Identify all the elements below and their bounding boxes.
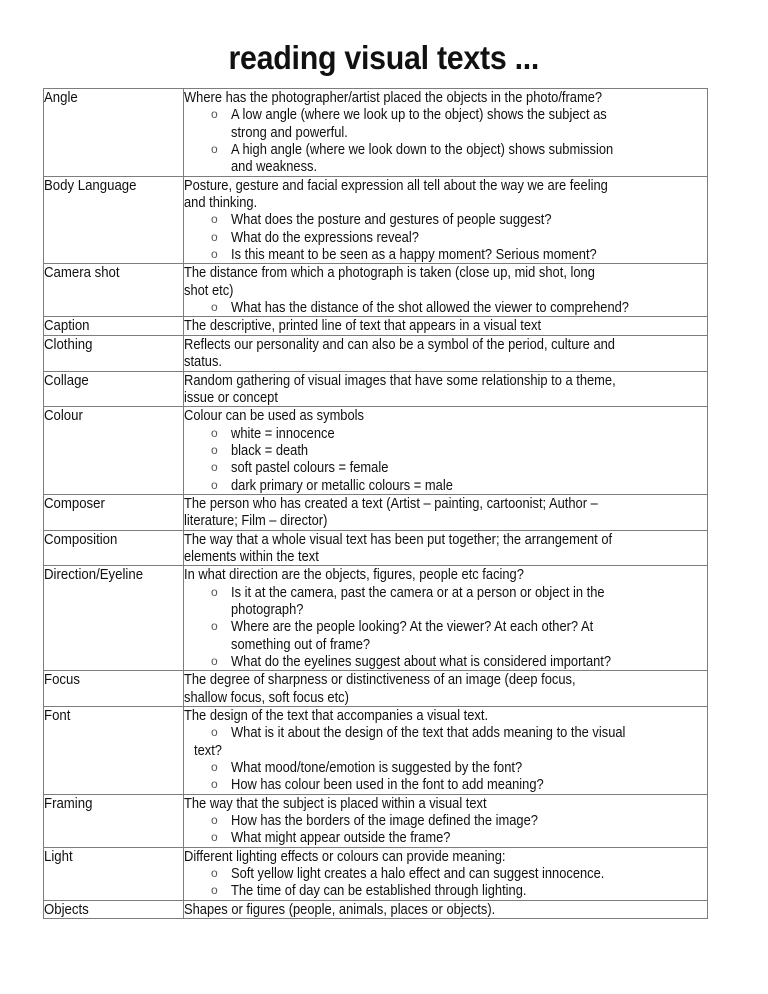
table-row xyxy=(44,900,708,918)
hollow-bullet-icon: o xyxy=(211,654,218,668)
line-text: and weakness. xyxy=(231,158,318,176)
term-cell xyxy=(44,900,184,918)
term-label: Light xyxy=(44,847,73,865)
hollow-bullet-icon: o xyxy=(211,830,218,845)
line-text: The descriptive, printed line of text that appears in a visual text xyxy=(184,317,542,335)
line-text: The design of the text that accompanies a visual text. xyxy=(184,707,489,725)
bullet-continuation-line xyxy=(184,742,707,759)
description-cell xyxy=(184,89,708,177)
bullet-item xyxy=(184,477,707,494)
description-line xyxy=(184,389,707,406)
bullet-continuation-line xyxy=(184,158,707,175)
line-text: literature; Film – director) xyxy=(184,512,328,530)
line-text: Posture, gesture and facial expression all tell about the way we are feeling xyxy=(184,176,608,194)
term-cell xyxy=(44,407,184,495)
description-line xyxy=(184,407,707,424)
hollow-bullet-icon: o xyxy=(211,460,218,475)
term-cell xyxy=(44,530,184,566)
description-line xyxy=(184,194,707,211)
term-cell xyxy=(44,335,184,371)
term-label: Composition xyxy=(44,530,118,548)
term-cell xyxy=(44,176,184,264)
description-line xyxy=(184,707,707,724)
line-text: shot etc) xyxy=(184,281,234,299)
line-text: Is this meant to be seen as a happy moment? Serious moment? xyxy=(231,246,597,264)
term-cell xyxy=(44,707,184,795)
description-line xyxy=(184,264,707,281)
description-cell xyxy=(184,566,708,671)
line-text: What might appear outside the frame? xyxy=(231,829,451,847)
bullet-item xyxy=(184,141,707,158)
line-text: soft pastel colours = female xyxy=(231,459,389,477)
bullet-item xyxy=(184,229,707,246)
hollow-bullet-icon: o xyxy=(211,229,218,244)
description-cell xyxy=(184,371,708,407)
hollow-bullet-icon: o xyxy=(211,619,218,634)
description-cell xyxy=(184,317,708,335)
line-text: What has the distance of the shot allowed the viewer to comprehend? xyxy=(231,299,629,317)
line-text: and thinking. xyxy=(184,194,258,212)
line-text: The degree of sharpness or distinctiveness of an image (deep focus, xyxy=(184,671,576,689)
table-row xyxy=(44,671,708,707)
bullet-item xyxy=(184,776,707,793)
line-text: issue or concept xyxy=(184,388,278,406)
hollow-bullet-icon: o xyxy=(211,584,218,599)
line-text: The person who has created a text (Artist – painting, cartoonist; Author – xyxy=(184,494,598,512)
term-label: Direction/Eyeline xyxy=(44,566,144,584)
line-text: Where has the photographer/artist placed the objects in the photo/frame? xyxy=(184,89,603,106)
description-line xyxy=(184,548,707,565)
line-text: A low angle (where we look up to the object) shows the subject as xyxy=(231,106,607,124)
description-line xyxy=(184,795,707,812)
description-line xyxy=(184,531,707,548)
term-cell xyxy=(44,566,184,671)
table-row xyxy=(44,707,708,795)
line-text: Soft yellow light creates a halo effect and can suggest innocence. xyxy=(231,865,605,883)
description-cell xyxy=(184,494,708,530)
table-row xyxy=(44,566,708,671)
description-cell xyxy=(184,176,708,264)
line-text: A high angle (where we look down to the object) shows submission xyxy=(231,141,614,159)
line-text: The way that a whole visual text has been put together; the arrangement of xyxy=(184,530,613,548)
line-text: Colour can be used as symbols xyxy=(184,407,364,425)
term-label: Body Language xyxy=(44,176,137,194)
term-cell xyxy=(44,671,184,707)
description-cell xyxy=(184,407,708,495)
bullet-item xyxy=(184,211,707,228)
hollow-bullet-icon: o xyxy=(211,725,218,740)
line-text: shallow focus, soft focus etc) xyxy=(184,688,349,706)
term-label: Objects xyxy=(44,900,89,918)
line-text: How has colour been used in the font to add meaning? xyxy=(231,776,544,794)
line-text: status. xyxy=(184,353,223,371)
line-text: white = innocence xyxy=(231,424,335,442)
bullet-item xyxy=(184,425,707,442)
term-label: Collage xyxy=(44,371,89,389)
line-text: What do the eyelines suggest about what is considered important? xyxy=(231,653,612,670)
table-row xyxy=(44,494,708,530)
description-line xyxy=(184,671,707,688)
line-text: Reflects our personality and can also be a symbol of the period, culture and xyxy=(184,335,615,353)
term-label: Caption xyxy=(44,317,90,335)
line-text: Different lighting effects or colours can provide meaning: xyxy=(184,847,506,865)
line-text: Where are the people looking? At the viewer? At each other? At xyxy=(231,618,594,636)
description-line xyxy=(184,336,707,353)
table-row xyxy=(44,371,708,407)
line-text: The distance from which a photograph is taken (close up, mid shot, long xyxy=(184,264,595,282)
description-cell xyxy=(184,707,708,795)
description-cell xyxy=(184,900,708,918)
hollow-bullet-icon: o xyxy=(211,866,218,881)
line-text: black = death xyxy=(231,441,309,459)
line-text: What mood/tone/emotion is suggested by the font? xyxy=(231,759,523,777)
glossary-table-body xyxy=(44,89,708,919)
term-label: Framing xyxy=(44,794,93,812)
bullet-item xyxy=(184,246,707,263)
table-row xyxy=(44,847,708,900)
glossary-table xyxy=(43,88,708,919)
description-line xyxy=(184,495,707,512)
bullet-item xyxy=(184,812,707,829)
line-text: elements within the text xyxy=(184,547,319,565)
term-cell xyxy=(44,264,184,317)
term-label: Composer xyxy=(44,494,105,512)
description-line xyxy=(184,901,707,918)
bullet-item xyxy=(184,299,707,316)
term-label: Clothing xyxy=(44,335,93,353)
bullet-item xyxy=(184,759,707,776)
hollow-bullet-icon: o xyxy=(211,142,218,157)
line-text: What does the posture and gestures of people suggest? xyxy=(231,211,552,229)
term-cell xyxy=(44,794,184,847)
description-line xyxy=(184,317,707,334)
description-line xyxy=(184,566,707,583)
bullet-item xyxy=(184,584,707,601)
hollow-bullet-icon: o xyxy=(211,300,218,315)
hollow-bullet-icon: o xyxy=(211,883,218,898)
bullet-item xyxy=(184,882,707,899)
table-row xyxy=(44,89,708,177)
description-line xyxy=(184,89,707,106)
bullet-item xyxy=(184,459,707,476)
description-line xyxy=(184,372,707,389)
description-line xyxy=(184,282,707,299)
bullet-item xyxy=(184,724,707,741)
description-cell xyxy=(184,847,708,900)
line-text: dark primary or metallic colours = male xyxy=(231,476,453,494)
table-row xyxy=(44,335,708,371)
description-cell xyxy=(184,335,708,371)
description-line xyxy=(184,848,707,865)
hollow-bullet-icon: o xyxy=(211,813,218,828)
table-row xyxy=(44,176,708,264)
term-label: Font xyxy=(44,707,71,725)
table-row xyxy=(44,407,708,495)
description-line xyxy=(184,512,707,529)
bullet-continuation-line xyxy=(184,636,707,653)
line-text: text? xyxy=(194,741,222,759)
line-text: Random gathering of visual images that have some relationship to a theme, xyxy=(184,371,616,389)
line-text: The way that the subject is placed within a visual text xyxy=(184,794,487,812)
bullet-item xyxy=(184,653,707,670)
term-cell xyxy=(44,317,184,335)
term-label: Focus xyxy=(44,671,80,689)
line-text: What do the expressions reveal? xyxy=(231,228,419,246)
table-row xyxy=(44,264,708,317)
description-cell xyxy=(184,671,708,707)
line-text: Shapes or figures (people, animals, places or objects). xyxy=(184,900,496,918)
term-label: Angle xyxy=(44,89,78,106)
term-cell xyxy=(44,89,184,177)
term-cell xyxy=(44,847,184,900)
line-text: How has the borders of the image defined the image? xyxy=(231,812,538,830)
term-cell xyxy=(44,371,184,407)
bullet-item xyxy=(184,618,707,635)
hollow-bullet-icon: o xyxy=(211,477,218,492)
bullet-item xyxy=(184,442,707,459)
bullet-item xyxy=(184,865,707,882)
line-text: strong and powerful. xyxy=(231,123,348,141)
description-line xyxy=(184,177,707,194)
line-text: something out of frame? xyxy=(231,635,371,653)
hollow-bullet-icon: o xyxy=(211,212,218,227)
bullet-item xyxy=(184,829,707,846)
line-text: photograph? xyxy=(231,600,304,618)
page-title xyxy=(0,38,768,78)
description-line xyxy=(184,353,707,370)
term-label: Camera shot xyxy=(44,264,120,282)
line-text: In what direction are the objects, figures, people etc facing? xyxy=(184,566,524,584)
line-text: Is it at the camera, past the camera or at a person or object in the xyxy=(231,583,605,601)
hollow-bullet-icon: o xyxy=(211,760,218,775)
bullet-continuation-line xyxy=(184,601,707,618)
term-label: Colour xyxy=(44,407,83,425)
hollow-bullet-icon: o xyxy=(211,247,218,262)
description-cell xyxy=(184,530,708,566)
line-text: The time of day can be established through lighting. xyxy=(231,882,527,900)
hollow-bullet-icon: o xyxy=(211,425,218,440)
description-cell xyxy=(184,264,708,317)
hollow-bullet-icon: o xyxy=(211,107,218,122)
description-cell xyxy=(184,794,708,847)
table-row xyxy=(44,794,708,847)
table-row xyxy=(44,530,708,566)
bullet-continuation-line xyxy=(184,124,707,141)
hollow-bullet-icon: o xyxy=(211,777,218,792)
page-title-text: reading visual texts ... xyxy=(228,39,540,76)
term-cell xyxy=(44,494,184,530)
line-text: What is it about the design of the text that adds meaning to the visual xyxy=(231,724,626,742)
hollow-bullet-icon: o xyxy=(211,442,218,457)
description-line xyxy=(184,689,707,706)
bullet-item xyxy=(184,106,707,123)
table-row xyxy=(44,317,708,335)
